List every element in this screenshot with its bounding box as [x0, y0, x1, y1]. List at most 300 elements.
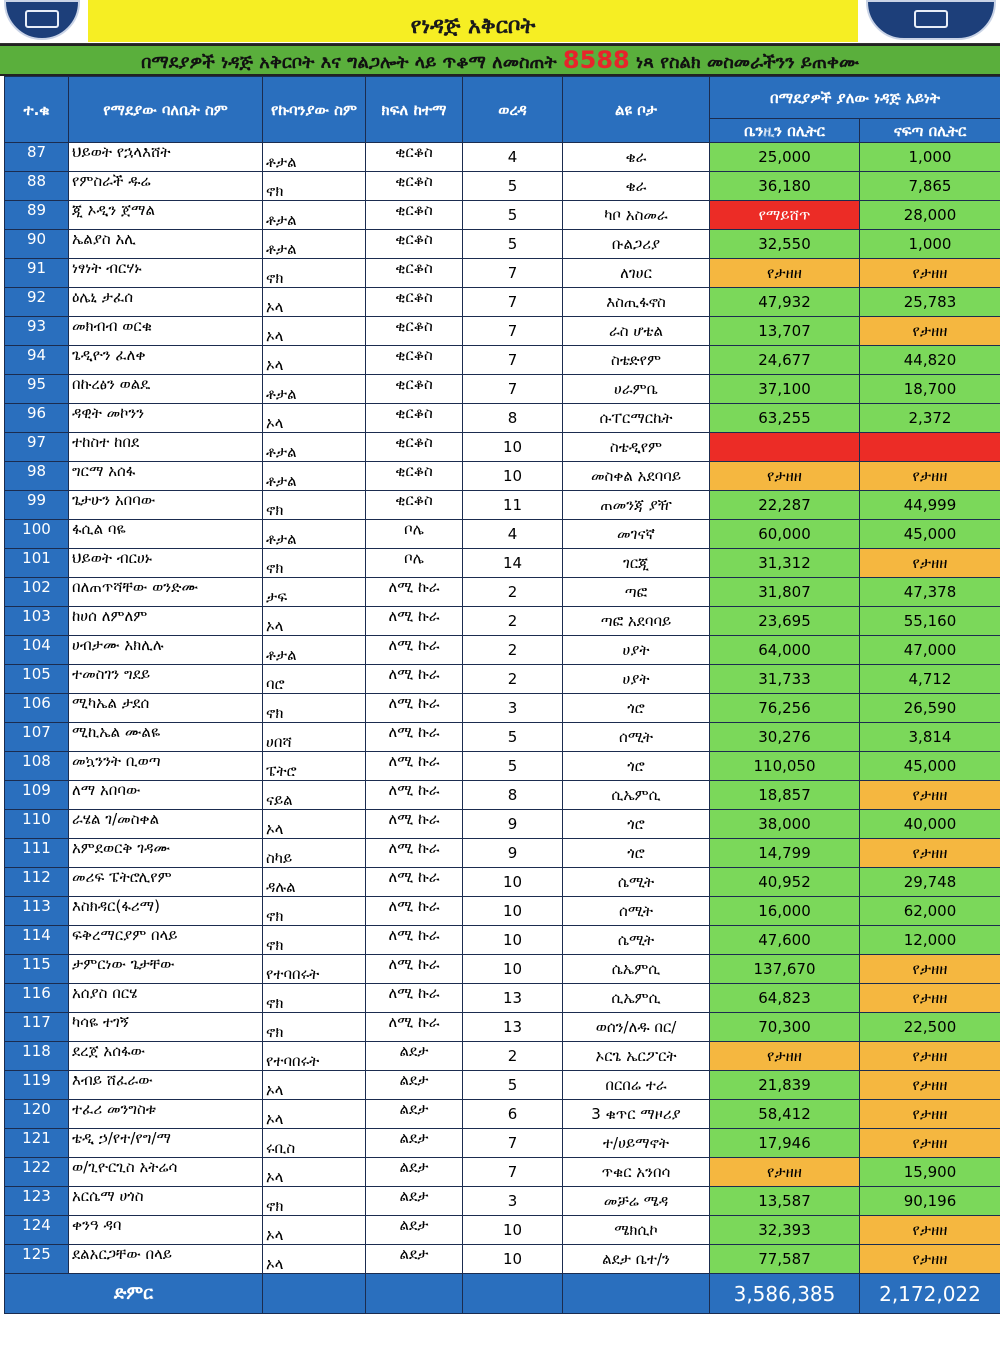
authority-logo-right [866, 0, 996, 40]
row-city: ቂርቆስ [366, 433, 463, 462]
row-sn: 112 [5, 868, 69, 897]
row-sn: 88 [5, 172, 69, 201]
total-empty-cell [366, 1274, 463, 1314]
row-woreda: 7 [463, 1158, 563, 1187]
row-city: ልደታ [366, 1245, 463, 1274]
row-owner: ከሀሰ ለምለም [69, 607, 263, 636]
col-header-sn: ተ.ቁ [5, 77, 69, 143]
hotline-banner [0, 44, 1000, 76]
row-benzene: 17,946 [710, 1129, 860, 1158]
row-woreda: 10 [463, 897, 563, 926]
row-city: ልደታ [366, 1042, 463, 1071]
row-benzene: 32,393 [710, 1216, 860, 1245]
row-company: ዳሉል [263, 868, 366, 897]
row-diesel: የታዘዘ [860, 1100, 1000, 1129]
total-empty-cell [263, 1274, 366, 1314]
row-city: ቂርቆስ [366, 375, 463, 404]
row-woreda: 7 [463, 1129, 563, 1158]
row-place: ካቦ አስመራ [563, 201, 710, 230]
table-row [5, 172, 1000, 201]
row-owner: ተከስተ ከበደ [69, 433, 263, 462]
row-owner: አምደወርቅ ገዳሙ [69, 839, 263, 868]
row-sn: 93 [5, 317, 69, 346]
row-place: ወሰን/ለዱ በር/ [563, 1013, 710, 1042]
table-row [5, 143, 1000, 172]
row-place: ገርጂ [563, 549, 710, 578]
row-diesel: 44,999 [860, 491, 1000, 520]
row-benzene: 64,000 [710, 636, 860, 665]
row-benzene: 31,733 [710, 665, 860, 694]
row-woreda: 10 [463, 1216, 563, 1245]
row-sn: 116 [5, 984, 69, 1013]
row-place: ለገሀር [563, 259, 710, 288]
row-diesel: 47,378 [860, 578, 1000, 607]
fuel-station-table [4, 76, 1000, 1314]
table-row [5, 259, 1000, 288]
ministry-logo-left [4, 0, 80, 40]
row-city: ለሚ ኩራ [366, 694, 463, 723]
table-row [5, 520, 1000, 549]
row-sn: 119 [5, 1071, 69, 1100]
row-company: ኦላ [263, 1216, 366, 1245]
table-row [5, 868, 1000, 897]
row-owner: ነፃነት ብርሃኑ [69, 259, 263, 288]
table-row [5, 636, 1000, 665]
row-diesel: 55,160 [860, 607, 1000, 636]
row-owner: ጂ ኦዲን ጀማል [69, 201, 263, 230]
row-company: ቶታል [263, 201, 366, 230]
row-woreda: 2 [463, 607, 563, 636]
table-row [5, 781, 1000, 810]
row-woreda: 7 [463, 317, 563, 346]
row-company: ቶታል [263, 230, 366, 259]
table-row [5, 404, 1000, 433]
row-place: ስቴዲየም [563, 433, 710, 462]
row-sn: 102 [5, 578, 69, 607]
col-header-owner: የማደያው ባለቤት ስም [69, 77, 263, 143]
row-owner: ዳዊት መኮንን [69, 404, 263, 433]
row-benzene: 30,276 [710, 723, 860, 752]
row-woreda: 4 [463, 143, 563, 172]
row-owner: እስክዳር(ፋሪማ) [69, 897, 263, 926]
row-diesel: 18,700 [860, 375, 1000, 404]
row-sn: 110 [5, 810, 69, 839]
row-place: ራስ ሆቴል [563, 317, 710, 346]
row-owner: አርሴማ ሀጎስ [69, 1187, 263, 1216]
row-city: ቂርቆስ [366, 346, 463, 375]
row-owner: ቴዲ ኃ/የተ/የግ/ማ [69, 1129, 263, 1158]
row-diesel: የታዘዘ [860, 1245, 1000, 1274]
row-place: ሴሚት [563, 868, 710, 897]
row-company: የተባበሩት [263, 955, 366, 984]
table-row [5, 578, 1000, 607]
row-place: ጥቁር አንበሳ [563, 1158, 710, 1187]
row-company: ፔትሮ [263, 752, 366, 781]
row-sn: 89 [5, 201, 69, 230]
row-diesel: የታዘዘ [860, 1042, 1000, 1071]
row-city: ልደታ [366, 1071, 463, 1100]
row-woreda: 8 [463, 404, 563, 433]
row-woreda: 3 [463, 1187, 563, 1216]
row-woreda: 6 [463, 1100, 563, 1129]
row-woreda: 11 [463, 491, 563, 520]
row-diesel: የታዘዘ [860, 317, 1000, 346]
row-company: ቶታል [263, 636, 366, 665]
row-city: ቂርቆስ [366, 201, 463, 230]
row-sn: 91 [5, 259, 69, 288]
table-row [5, 230, 1000, 259]
page-title: የነዳጅ አቅርቦት [410, 14, 536, 39]
row-sn: 105 [5, 665, 69, 694]
row-woreda: 13 [463, 1013, 563, 1042]
row-city: ቂርቆስ [366, 404, 463, 433]
table-row [5, 607, 1000, 636]
row-woreda: 13 [463, 984, 563, 1013]
page-title-box [88, 0, 858, 42]
row-woreda: 5 [463, 172, 563, 201]
row-owner: ወ/ጊዮርጊስ አትሬሳ [69, 1158, 263, 1187]
row-sn: 118 [5, 1042, 69, 1071]
row-woreda: 7 [463, 259, 563, 288]
row-sn: 120 [5, 1100, 69, 1129]
row-woreda: 5 [463, 201, 563, 230]
row-benzene: 137,670 [710, 955, 860, 984]
row-benzene: 32,550 [710, 230, 860, 259]
table-row [5, 810, 1000, 839]
row-woreda: 8 [463, 781, 563, 810]
row-benzene: 14,799 [710, 839, 860, 868]
row-company: ኖክ [263, 172, 366, 201]
row-diesel: የታዘዘ [860, 781, 1000, 810]
row-city: ልደታ [366, 1129, 463, 1158]
row-benzene: የታዘዘ [710, 1042, 860, 1071]
row-woreda: 4 [463, 520, 563, 549]
row-place: ጎሮ [563, 839, 710, 868]
row-company: ኖክ [263, 694, 366, 723]
row-place: ስቴድየም [563, 346, 710, 375]
row-sn: 92 [5, 288, 69, 317]
row-place: መገናኛ [563, 520, 710, 549]
row-diesel: 29,748 [860, 868, 1000, 897]
banner-prefix: በማደያዎች ነዳጅ አቅርቦት እና ግልጋሎት ላይ ጥቆማ ለመስጠት [141, 52, 557, 73]
row-sn: 122 [5, 1158, 69, 1187]
row-sn: 95 [5, 375, 69, 404]
row-benzene: 77,587 [710, 1245, 860, 1274]
table-row [5, 1158, 1000, 1187]
row-city: ቂርቆስ [366, 230, 463, 259]
row-owner: የምስራች ዱሬ [69, 172, 263, 201]
row-diesel: 7,865 [860, 172, 1000, 201]
row-diesel: 2,372 [860, 404, 1000, 433]
row-benzene: የታዘዘ [710, 462, 860, 491]
row-diesel: 1,000 [860, 230, 1000, 259]
col-header-place: ልዩ ቦታ [563, 77, 710, 143]
row-city: ቂርቆስ [366, 288, 463, 317]
total-diesel: 2,172,022 [860, 1274, 1000, 1314]
row-owner: ደረጀ አሰፋው [69, 1042, 263, 1071]
table-row [5, 201, 1000, 230]
row-woreda: 9 [463, 839, 563, 868]
row-city: ለሚ ኩራ [366, 578, 463, 607]
row-city: ለሚ ኩራ [366, 955, 463, 984]
row-benzene: 23,695 [710, 607, 860, 636]
row-benzene: 38,000 [710, 810, 860, 839]
row-owner: ሚኪኤል ሙልዬ [69, 723, 263, 752]
row-diesel: የታዘዘ [860, 984, 1000, 1013]
row-owner: ተፈሪ መንግስቱ [69, 1100, 263, 1129]
row-diesel: 26,590 [860, 694, 1000, 723]
table-row [5, 491, 1000, 520]
row-company: ናይል [263, 781, 366, 810]
col-header-benzene: ቤንዚን በሊትር [710, 119, 860, 143]
table-row [5, 1071, 1000, 1100]
row-place: ጣፎ [563, 578, 710, 607]
table-row [5, 1100, 1000, 1129]
row-diesel: 4,712 [860, 665, 1000, 694]
row-owner: ሚካኤል ታደሰ [69, 694, 263, 723]
row-city: ልደታ [366, 1187, 463, 1216]
row-sn: 99 [5, 491, 69, 520]
row-company: ኦላ [263, 1158, 366, 1187]
row-owner: ፍቅረማርያም በላይ [69, 926, 263, 955]
row-city: ለሚ ኩራ [366, 723, 463, 752]
row-company: ኦላ [263, 607, 366, 636]
row-place: ሀያት [563, 665, 710, 694]
table-row [5, 346, 1000, 375]
row-city: ለሚ ኩራ [366, 1013, 463, 1042]
row-benzene: 64,823 [710, 984, 860, 1013]
row-place: ጎሮ [563, 752, 710, 781]
row-company: ኦላ [263, 810, 366, 839]
row-woreda: 7 [463, 288, 563, 317]
top-header [0, 0, 1000, 44]
row-owner: ካሳዬ ተገኝ [69, 1013, 263, 1042]
row-company: ኦላ [263, 1245, 366, 1274]
row-city: ቂርቆስ [366, 317, 463, 346]
row-place: ጎሮ [563, 694, 710, 723]
row-benzene: 70,300 [710, 1013, 860, 1042]
row-city: ለሚ ኩራ [366, 607, 463, 636]
row-company: ኖክ [263, 1187, 366, 1216]
row-company: ኦላ [263, 288, 366, 317]
total-label: ድምር [5, 1274, 263, 1314]
row-diesel: የታዘዘ [860, 462, 1000, 491]
table-row [5, 1216, 1000, 1245]
row-owner: ራሄል ገ/መስቀል [69, 810, 263, 839]
table-row [5, 723, 1000, 752]
row-city: ለሚ ኩራ [366, 781, 463, 810]
row-diesel: 45,000 [860, 752, 1000, 781]
row-owner: ህይወት የኋላእሸት [69, 143, 263, 172]
row-diesel: 22,500 [860, 1013, 1000, 1042]
row-woreda: 10 [463, 926, 563, 955]
row-diesel: 62,000 [860, 897, 1000, 926]
row-city: ቂርቆስ [366, 172, 463, 201]
row-diesel: የታዘዘ [860, 549, 1000, 578]
row-woreda: 7 [463, 375, 563, 404]
row-benzene: 63,255 [710, 404, 860, 433]
row-place: ጎሮ [563, 810, 710, 839]
row-benzene: 21,839 [710, 1071, 860, 1100]
table-row [5, 1013, 1000, 1042]
row-company: ኖክ [263, 1013, 366, 1042]
row-place: ቡልጋሪያ [563, 230, 710, 259]
col-header-city: ክፍለ ከተማ [366, 77, 463, 143]
row-company: ኖክ [263, 926, 366, 955]
row-city: ቦሌ [366, 549, 463, 578]
row-benzene: 13,587 [710, 1187, 860, 1216]
row-place: ጣፎ አደባባይ [563, 607, 710, 636]
banner-suffix: ነጻ የስልክ መስመራችንን ይጠቀሙ [636, 52, 859, 73]
row-sn: 94 [5, 346, 69, 375]
row-city: ቂርቆስ [366, 462, 463, 491]
row-city: ለሚ ኩራ [366, 868, 463, 897]
row-sn: 103 [5, 607, 69, 636]
row-owner: በኩረፅን ወልዴ [69, 375, 263, 404]
table-row [5, 549, 1000, 578]
row-diesel: 3,814 [860, 723, 1000, 752]
row-place: ሲኤምሲ [563, 984, 710, 1013]
row-benzene: 58,412 [710, 1100, 860, 1129]
row-owner: ዕሌኒ ታፈሰ [69, 288, 263, 317]
row-benzene: 18,857 [710, 781, 860, 810]
table-row [5, 665, 1000, 694]
row-city: ለሚ ኩራ [366, 752, 463, 781]
row-woreda: 10 [463, 1245, 563, 1274]
row-woreda: 2 [463, 1042, 563, 1071]
row-city: ቦሌ [366, 520, 463, 549]
row-benzene: 16,000 [710, 897, 860, 926]
row-company: ኖክ [263, 549, 366, 578]
row-owner: ቀንዓ ዳባ [69, 1216, 263, 1245]
row-company: ቶታል [263, 143, 366, 172]
row-woreda: 10 [463, 462, 563, 491]
col-header-diesel: ናፍጣ በሊትር [860, 119, 1000, 143]
row-owner: መክብብ ወርቁ [69, 317, 263, 346]
row-benzene: 24,677 [710, 346, 860, 375]
row-diesel: 90,196 [860, 1187, 1000, 1216]
row-sn: 104 [5, 636, 69, 665]
row-owner: ኤልያስ አሊ [69, 230, 263, 259]
row-sn: 96 [5, 404, 69, 433]
row-company: ሩቢስ [263, 1129, 366, 1158]
row-company: ኖክ [263, 897, 366, 926]
row-owner: ጌታሁን አበባው [69, 491, 263, 520]
row-company: ቶታል [263, 462, 366, 491]
row-woreda: 5 [463, 723, 563, 752]
row-place: ቄራ [563, 172, 710, 201]
row-diesel: 1,000 [860, 143, 1000, 172]
row-diesel: የታዘዘ [860, 259, 1000, 288]
row-sn: 123 [5, 1187, 69, 1216]
row-city: ለሚ ኩራ [366, 665, 463, 694]
row-sn: 111 [5, 839, 69, 868]
row-benzene: የታዘዘ [710, 259, 860, 288]
row-sn: 117 [5, 1013, 69, 1042]
row-company: ኦላ [263, 346, 366, 375]
total-benzene: 3,586,385 [710, 1274, 860, 1314]
row-woreda: 5 [463, 230, 563, 259]
row-place: እስጢፋኖስ [563, 288, 710, 317]
row-woreda: 5 [463, 752, 563, 781]
table-row [5, 955, 1000, 984]
row-owner: ፋሲል ባዬ [69, 520, 263, 549]
row-city: ለሚ ኩራ [366, 636, 463, 665]
row-city: ቂርቆስ [366, 259, 463, 288]
row-owner: ተመስገን ግደይ [69, 665, 263, 694]
table-row [5, 462, 1000, 491]
row-company: ቶታል [263, 433, 366, 462]
row-city: ለሚ ኩራ [366, 897, 463, 926]
row-place: ሰሚት [563, 723, 710, 752]
row-diesel [860, 433, 1000, 462]
row-company: ስካይ [263, 839, 366, 868]
row-benzene: 40,952 [710, 868, 860, 897]
row-city: ልደታ [366, 1100, 463, 1129]
row-woreda: 14 [463, 549, 563, 578]
table-row [5, 288, 1000, 317]
row-place: ሱፐርማርኬት [563, 404, 710, 433]
row-company: የተባበሩት [263, 1042, 366, 1071]
row-city: ለሚ ኩራ [366, 839, 463, 868]
row-sn: 101 [5, 549, 69, 578]
hotline-number: 8588 [562, 46, 630, 74]
row-company: ኦላ [263, 404, 366, 433]
row-woreda: 10 [463, 868, 563, 897]
row-place: ቄራ [563, 143, 710, 172]
row-owner: አሰያስ በርሄ [69, 984, 263, 1013]
row-sn: 124 [5, 1216, 69, 1245]
table-row [5, 897, 1000, 926]
row-woreda: 5 [463, 1071, 563, 1100]
row-place: ሲኤምሲ [563, 781, 710, 810]
row-benzene [710, 433, 860, 462]
row-benzene: 47,600 [710, 926, 860, 955]
row-sn: 114 [5, 926, 69, 955]
row-sn: 113 [5, 897, 69, 926]
row-owner: መኳንንት ቢወጣ [69, 752, 263, 781]
table-row [5, 433, 1000, 462]
row-place: ተ/ሀይማኖት [563, 1129, 710, 1158]
row-place: ኦርጌ ኤርፖርት [563, 1042, 710, 1071]
row-place: ሴኤምሲ [563, 955, 710, 984]
row-diesel: 47,000 [860, 636, 1000, 665]
row-owner: እብይ ሸፈራው [69, 1071, 263, 1100]
row-city: ቂርቆስ [366, 491, 463, 520]
row-sn: 107 [5, 723, 69, 752]
row-sn: 108 [5, 752, 69, 781]
row-place: በርበሬ ተራ [563, 1071, 710, 1100]
row-diesel: የታዘዘ [860, 839, 1000, 868]
row-company: ኖክ [263, 259, 366, 288]
row-woreda: 10 [463, 433, 563, 462]
row-place: ሜክሲኮ [563, 1216, 710, 1245]
row-city: ለሚ ኩራ [366, 810, 463, 839]
row-place: ልደታ ቤተ/ን [563, 1245, 710, 1274]
table-row [5, 317, 1000, 346]
row-benzene: 60,000 [710, 520, 860, 549]
row-owner: ግርማ አሰፋ [69, 462, 263, 491]
row-company: ኦላ [263, 1100, 366, 1129]
row-place: ሀያት [563, 636, 710, 665]
row-diesel: 40,000 [860, 810, 1000, 839]
row-diesel: የታዘዘ [860, 955, 1000, 984]
row-place: 3 ቁጥር ማዞሪያ [563, 1100, 710, 1129]
table-row [5, 694, 1000, 723]
row-sn: 97 [5, 433, 69, 462]
row-company: ሀበሻ [263, 723, 366, 752]
table-row [5, 752, 1000, 781]
